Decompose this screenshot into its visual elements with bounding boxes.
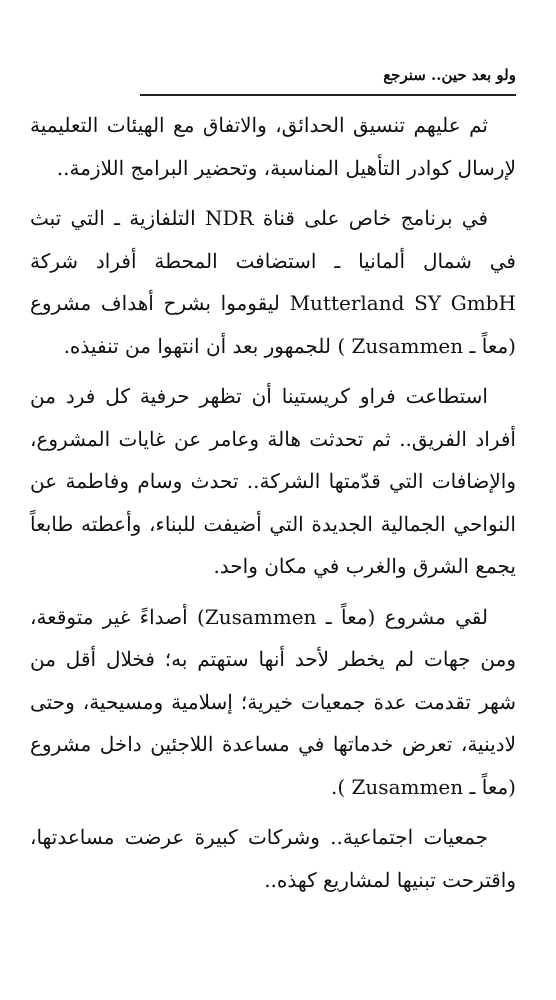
paragraph: ثم عليهم تنسيق الحدائق، والاتفاق مع الهيئات التعليمية لإرسال كوادر التأهيل المناسبة، وتحضير البرامج اللازمة.. — [30, 113, 516, 180]
body-text — [30, 104, 516, 909]
paragraph: في برنامج خاص على قناة NDR التلفازية ـ التي تبث في شمال ألمانيا ـ استضافت المحطة أفراد شركة Mutterland SY GmbH ليقوموا بشرح أهداف مشروع (معاً ـ Zusammen ) للجمهور بعد أن انتهوا من تنفيذه. — [30, 206, 516, 358]
paragraph: استطاعت فراو كريستينا أن تظهر حرفية كل فرد من أفراد الفريق.. ثم تحدثت هالة وعامر عن غايات المشروع، والإضافات التي قدّمتها الشركة.. تحدث وسام وفاطمة عن النواحي الجمالية الجديدة التي أضيفت للبناء، وأعطته طابعاً يجمع الشرق والغرب في مكان واحد. — [30, 384, 516, 578]
header-rule — [140, 94, 516, 96]
paragraph: لقي مشروع (معاً ـ Zusammen) أصداءً غير متوقعة، ومن جهات لم يخطر لأحد أنها ستهتم به؛ فخلال أقل من شهر تقدمت عدة جمعيات خيرية؛ إسلامية ومسيحية، وحتى لادينية، تعرض خدماتها في مساعدة اللاجئين داخل مشروع (معاً ـ Zusammen ). — [30, 604, 516, 799]
running-header: ولو بعد حين.. سنرجع — [383, 66, 516, 84]
paragraph: جمعيات اجتماعية.. وشركات كبيرة عرضت مساعدتها، واقترحت تبنيها لمشاريع كهذه.. — [30, 825, 516, 892]
